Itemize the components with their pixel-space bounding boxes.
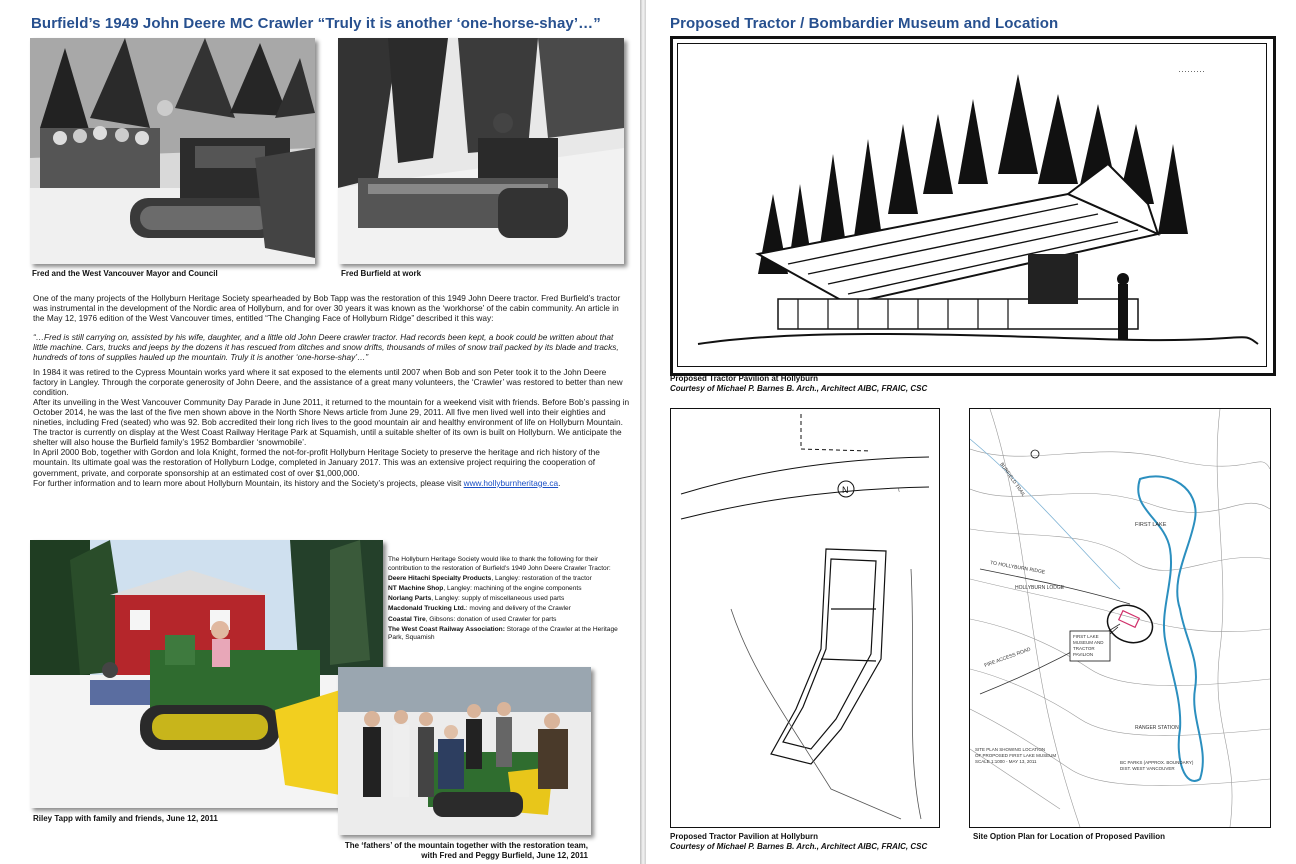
acknowledgement-item: Norlang Parts, Langley: supply of miscellaneous used parts — [388, 595, 565, 603]
acknowledgement-item: The West Coast Railway Association: Storage of the Crawler at the Heritage Park, Squamish — [388, 625, 618, 642]
further-info-text: For further information and to learn more about Hollyburn Mountain, its history and the Society’s projects, please visit — [33, 477, 464, 488]
floor-plan-drawing — [670, 408, 940, 828]
article-body — [33, 293, 630, 492]
svg-text:·········: ········· — [1178, 66, 1205, 76]
paragraph-quote: “…Fred is still carrying on, assisted by his wife, daughter, and a little old John Deere crawler tractor. Had records been kept, a book could be written about that little machine. Cars, trucks and jeeps by the dozens it has rescued from ditches and snow drifts, thousands of miles of snow trail packed by its blade and tracks, hundreds of tons of supplies hauled up the mountain. Truly it is another ‘one-horse-shay’…” — [33, 332, 619, 363]
map-label-museum-2: MUSEUM AND — [1073, 640, 1104, 645]
map-label-to-hollyburn: TO HOLLYBURN RIDGE — [989, 560, 1046, 576]
site-plan-map — [969, 408, 1271, 828]
right-page-title: Proposed Tractor / Bombardier Museum and Location — [670, 15, 1059, 32]
caption-fathers-of-mountain: The ‘fathers’ of the mountain together with the restoration team, with Fred and Peggy Burfield, June 12, 2011 — [344, 841, 588, 860]
map-bc-parks-2: DIST. WEST VANCOUVER — [1120, 766, 1175, 771]
paragraph-unveiling: After its unveiling in the West Vancouver Community Day Parade in June 2011, it returned to the mountain for a weekend visit with friends. Before Bob’s passing in October 2014, he was the last of the five men shown above in the North Shore News article from June 29, 2011. All five men lived well into their eighties and nineties, including Fred (seated) who was 92. Bob accredited their long rich lives to the good mountain air and healthy environment of life on Hollyburn Mountain. — [33, 396, 630, 428]
map-label-fire-road: FIRE ACCESS ROAD — [983, 646, 1032, 669]
map-label-burfield-trail: BURFIELD TRAIL — [998, 461, 1027, 499]
paragraph-retired: In 1984 it was retired to the Cypress Mountain works yard where it sat exposed to the elements until 2007 when Bob and son Peter took it to the John Deere factory in Langley. Through the corporate generosity of John Deere, and the assistance of a great many volunteers, the ‘Crawler’ was restored to better than new condition. — [33, 366, 623, 397]
photo-fathers-of-mountain — [338, 667, 591, 835]
further-info-end: . — [558, 477, 561, 488]
right-page — [646, 0, 1296, 864]
acknowledgement-item: Macdonald Trucking Ltd.: moving and delivery of the Crawler — [388, 605, 571, 613]
map-label-lodge: HOLLYBURN LODGE — [1015, 585, 1065, 591]
map-label-first-lake: FIRST LAKE — [1135, 522, 1167, 528]
caption-fred-at-work: Fred Burfield at work — [341, 269, 422, 278]
caption-site-plan: Site Option Plan for Location of Proposed Pavilion — [973, 832, 1166, 841]
map-note-3: SCALE 1:1000 - MAY 13, 2011 — [975, 759, 1037, 764]
photo-fred-at-work — [338, 38, 624, 264]
acknowledgement-item: NT Machine Shop, Langley: machining of the engine components — [388, 584, 582, 592]
acknowledgements — [388, 556, 624, 645]
map-label-museum-3: TRACTOR — [1073, 646, 1095, 651]
caption-sketch: Proposed Tractor Pavilion at Hollyburn Courtesy of Michael P. Barnes B. Arch., Architect AIBC, FRAIC, CSC — [670, 374, 928, 393]
paragraph-society: In April 2000 Bob, together with Gordon and Iola Knight, formed the not-for-profit Hollyburn Heritage Society to preserve the heritage and rich history of the mountain. Its ultimate goal was the restoration of Hollyburn Lodge, completed in January 2017. This was an extensive project requiring the cooperation of government, private, and corporate sponsorship at an estimated cost of over $1,000,000. — [33, 447, 600, 478]
website-link[interactable]: www.hollyburnheritage.ca — [463, 477, 559, 488]
paragraph-further-info — [33, 478, 630, 488]
caption-riley-tapp: Riley Tapp with family and friends, June 12, 2011 — [33, 814, 218, 823]
acknowledgements-intro: The Hollyburn Heritage Society would like to thank the following for their contribution to the restoration of Burfield’s 1949 John Deere Crawler Tractor: — [388, 556, 611, 572]
svg-text:~: ~ — [894, 487, 903, 494]
map-note-2: OF PROPOSED FIRST LAKE MUSEUM — [975, 753, 1057, 758]
left-page-title: Burfield’s 1949 John Deere MC Crawler “Truly it is another ‘one-horse-shay’…” — [31, 15, 601, 32]
pavilion-sketch — [677, 43, 1267, 367]
map-label-museum-4: PAVILION — [1073, 652, 1094, 657]
left-page — [0, 0, 640, 864]
acknowledgement-item: Coastal Tire, Gibsons: donation of used Crawler for parts — [388, 615, 557, 623]
acknowledgement-item: Deere Hitachi Specialty Products, Langley: restoration of the tractor — [388, 574, 592, 582]
paragraph-display: The tractor is currently on display at the West Coast Railway Heritage Park at Squamish, until a suitable shelter of its own is built on Hollyburn. We anticipate the shelter will also house the Burfield family’s 1952 Bombardier ‘snowmobile’. — [33, 427, 622, 448]
map-note-1: SITE PLAN SHOWING LOCATION — [975, 747, 1046, 752]
paragraph-intro: One of the many projects of the Hollyburn Heritage Society spearheaded by Bob Tapp was the restoration of this 1949 John Deere tractor. Fred Burfield’s tractor was instrumental in the development of the Nordic area of Hollyburn, and for over 30 years it was known as the ‘workhorse’ of the cabin community. An article in the May 12, 1976 edition of the West Vancouver times, entitled “The Changing Face of Hollyburn Ridge” described it this way: — [33, 293, 621, 324]
map-label-ranger: RANGER STATION — [1135, 725, 1179, 731]
caption-floor-plan: Proposed Tractor Pavilion at Hollyburn Courtesy of Michael P. Barnes B. Arch., Architect AIBC, FRAIC, CSC — [670, 832, 928, 851]
map-bc-parks-1: BC PARKS (APPROX. BOUNDARY) — [1120, 760, 1194, 765]
pavilion-sketch-frame — [670, 36, 1276, 376]
caption-fred-and-council: Fred and the West Vancouver Mayor and Council — [32, 269, 218, 278]
north-arrow-label: N — [842, 485, 849, 495]
photo-fred-and-council — [30, 38, 315, 264]
map-label-museum-1: FIRST LAKE — [1073, 634, 1099, 639]
photo-riley-tapp — [30, 540, 383, 808]
